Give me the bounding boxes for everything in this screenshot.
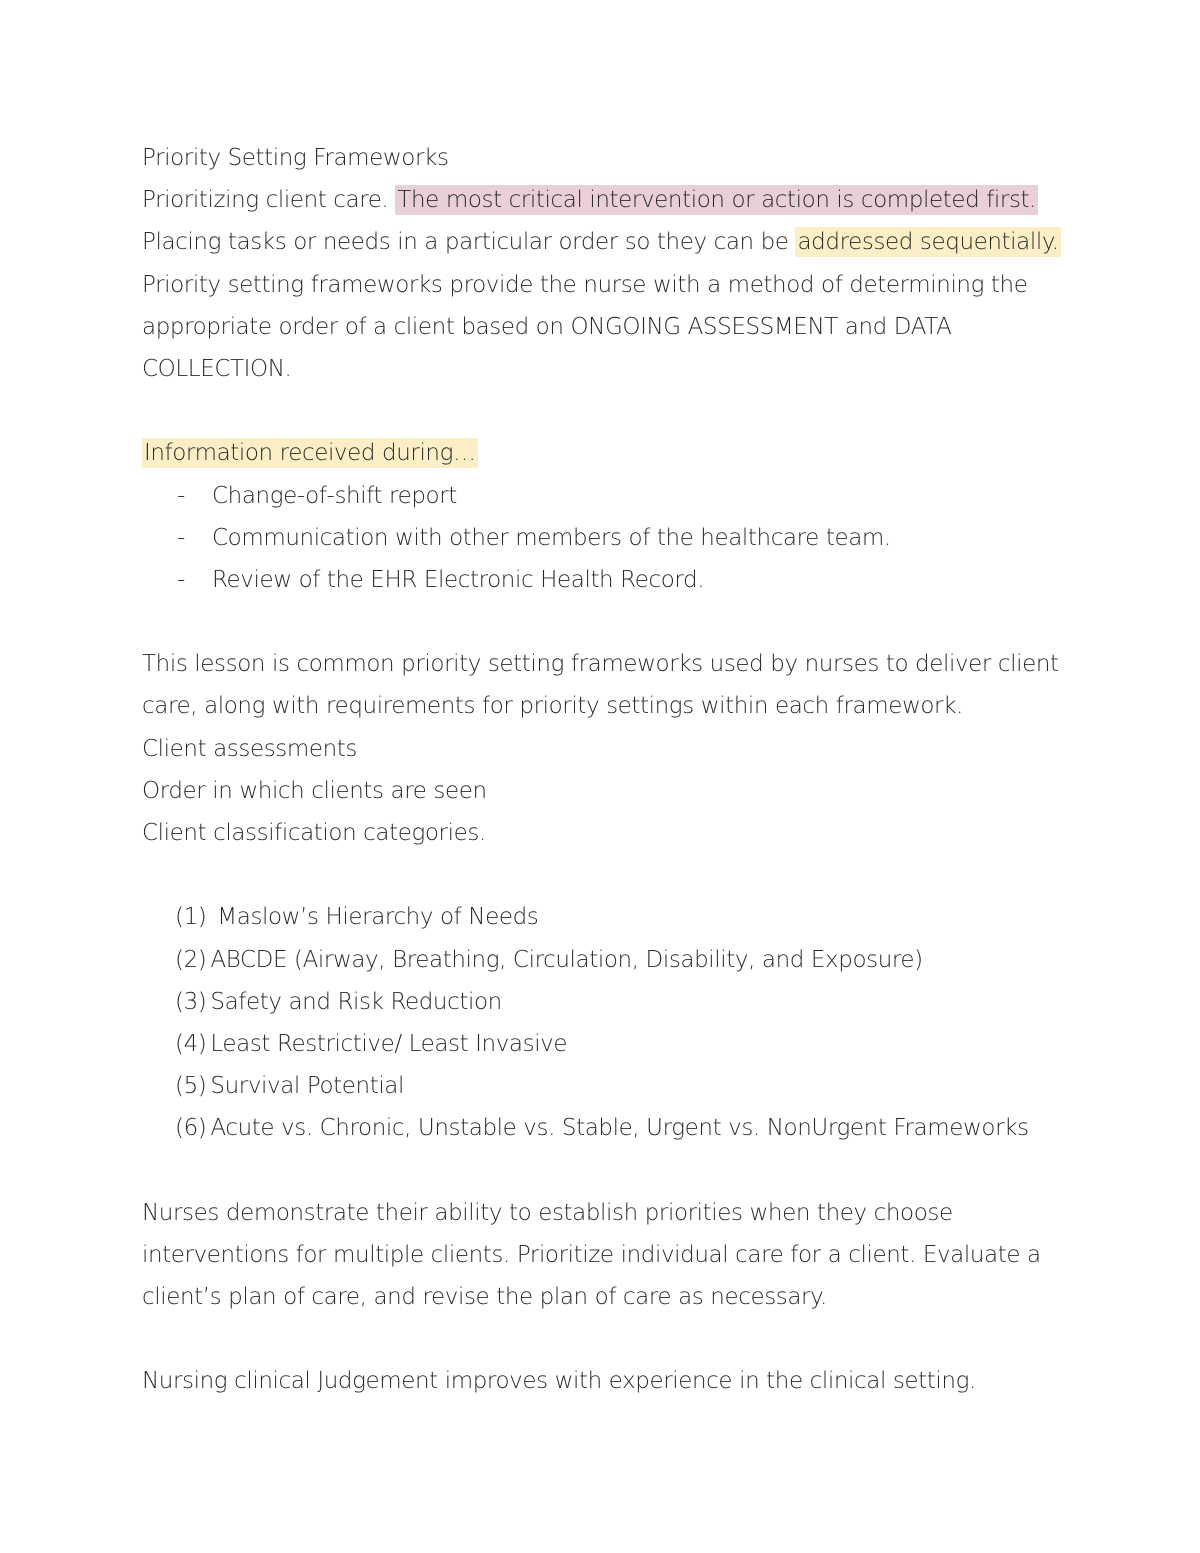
framework-item bbox=[142, 981, 1082, 1023]
intro-line-2 bbox=[142, 221, 1082, 263]
intro-line-3: Priority setting frameworks provide the nurse with a method of determining the bbox=[142, 271, 1028, 298]
framework-text: Safety and Risk Reduction bbox=[210, 988, 502, 1015]
framework-item bbox=[142, 1065, 1082, 1107]
list-item bbox=[142, 517, 1082, 559]
bullet-text: Communication with other members of the healthcare team. bbox=[212, 524, 891, 551]
bullet-dash: - bbox=[177, 482, 185, 509]
spacer bbox=[142, 601, 1082, 643]
intro-line-4: appropriate order of a client based on ONGOING ASSESSMENT and DATA bbox=[142, 313, 952, 340]
bullet-text: Change-of-shift report bbox=[212, 482, 457, 509]
framework-item bbox=[142, 896, 1082, 938]
nurses-line-3: client’s plan of care, and revise the plan of care as necessary. bbox=[142, 1284, 827, 1311]
framework-number: (1) bbox=[175, 904, 207, 931]
lesson-line-3: Client assessments bbox=[142, 735, 358, 762]
framework-number: (4) bbox=[175, 1030, 207, 1057]
nurses-line-2: interventions for multiple clients. Prioritize individual care for a client. Evaluate a bbox=[142, 1241, 1041, 1268]
spacer bbox=[142, 1318, 1082, 1360]
framework-item bbox=[142, 939, 1082, 981]
lesson-line-5: Client classification categories. bbox=[142, 820, 486, 846]
spacer bbox=[142, 1150, 1082, 1192]
list-item bbox=[142, 559, 1082, 601]
framework-number: (3) bbox=[175, 988, 207, 1015]
framework-number: (2) bbox=[175, 946, 207, 973]
lesson-line-1: This lesson is common priority setting frameworks used by nurses to deliver client bbox=[142, 651, 1059, 678]
closing-line: Nursing clinical Judgement improves with experience in the clinical setting. bbox=[142, 1368, 976, 1395]
info-heading: Information received during… bbox=[144, 440, 476, 467]
framework-text: Survival Potential bbox=[210, 1073, 404, 1100]
highlight-addressed-sequentially: addressed sequentially. bbox=[797, 229, 1059, 256]
bullet-dash: - bbox=[177, 524, 185, 551]
intro-line-2-text: Placing tasks or needs in a particular order so they can be bbox=[142, 229, 796, 256]
list-item bbox=[142, 475, 1082, 517]
info-heading-line bbox=[142, 432, 1082, 474]
bullet-dash: - bbox=[177, 566, 185, 593]
intro-line-1 bbox=[142, 179, 1082, 221]
spacer bbox=[142, 854, 1082, 896]
framework-text: Maslow’s Hierarchy of Needs bbox=[210, 904, 539, 931]
framework-text: ABCDE (Airway, Breathing, Circulation, Disability, and Exposure) bbox=[210, 946, 923, 973]
lesson-line-2: care, along with requirements for priority settings within each framework. bbox=[142, 693, 963, 720]
spacer bbox=[142, 390, 1082, 432]
document-page bbox=[142, 137, 1082, 1403]
framework-item bbox=[142, 1023, 1082, 1065]
document-title: Priority Setting Frameworks bbox=[142, 145, 449, 171]
intro-line-1-text: Prioritizing client care. bbox=[142, 187, 396, 214]
framework-number: (6) bbox=[175, 1115, 207, 1142]
bullet-text: Review of the EHR Electronic Health Record. bbox=[212, 566, 705, 593]
nurses-line-1: Nurses demonstrate their ability to establish priorities when they choose bbox=[142, 1199, 953, 1226]
framework-number: (5) bbox=[175, 1073, 207, 1100]
framework-text: Least Restrictive/ Least Invasive bbox=[210, 1030, 568, 1057]
highlight-critical-intervention: The most critical intervention or action is completed first. bbox=[397, 187, 1037, 214]
lesson-line-4: Order in which clients are seen bbox=[142, 777, 487, 804]
intro-line-5: COLLECTION. bbox=[142, 355, 292, 382]
framework-item bbox=[142, 1107, 1082, 1149]
framework-text: Acute vs. Chronic, Unstable vs. Stable, Urgent vs. NonUrgent Frameworks bbox=[210, 1115, 1029, 1142]
